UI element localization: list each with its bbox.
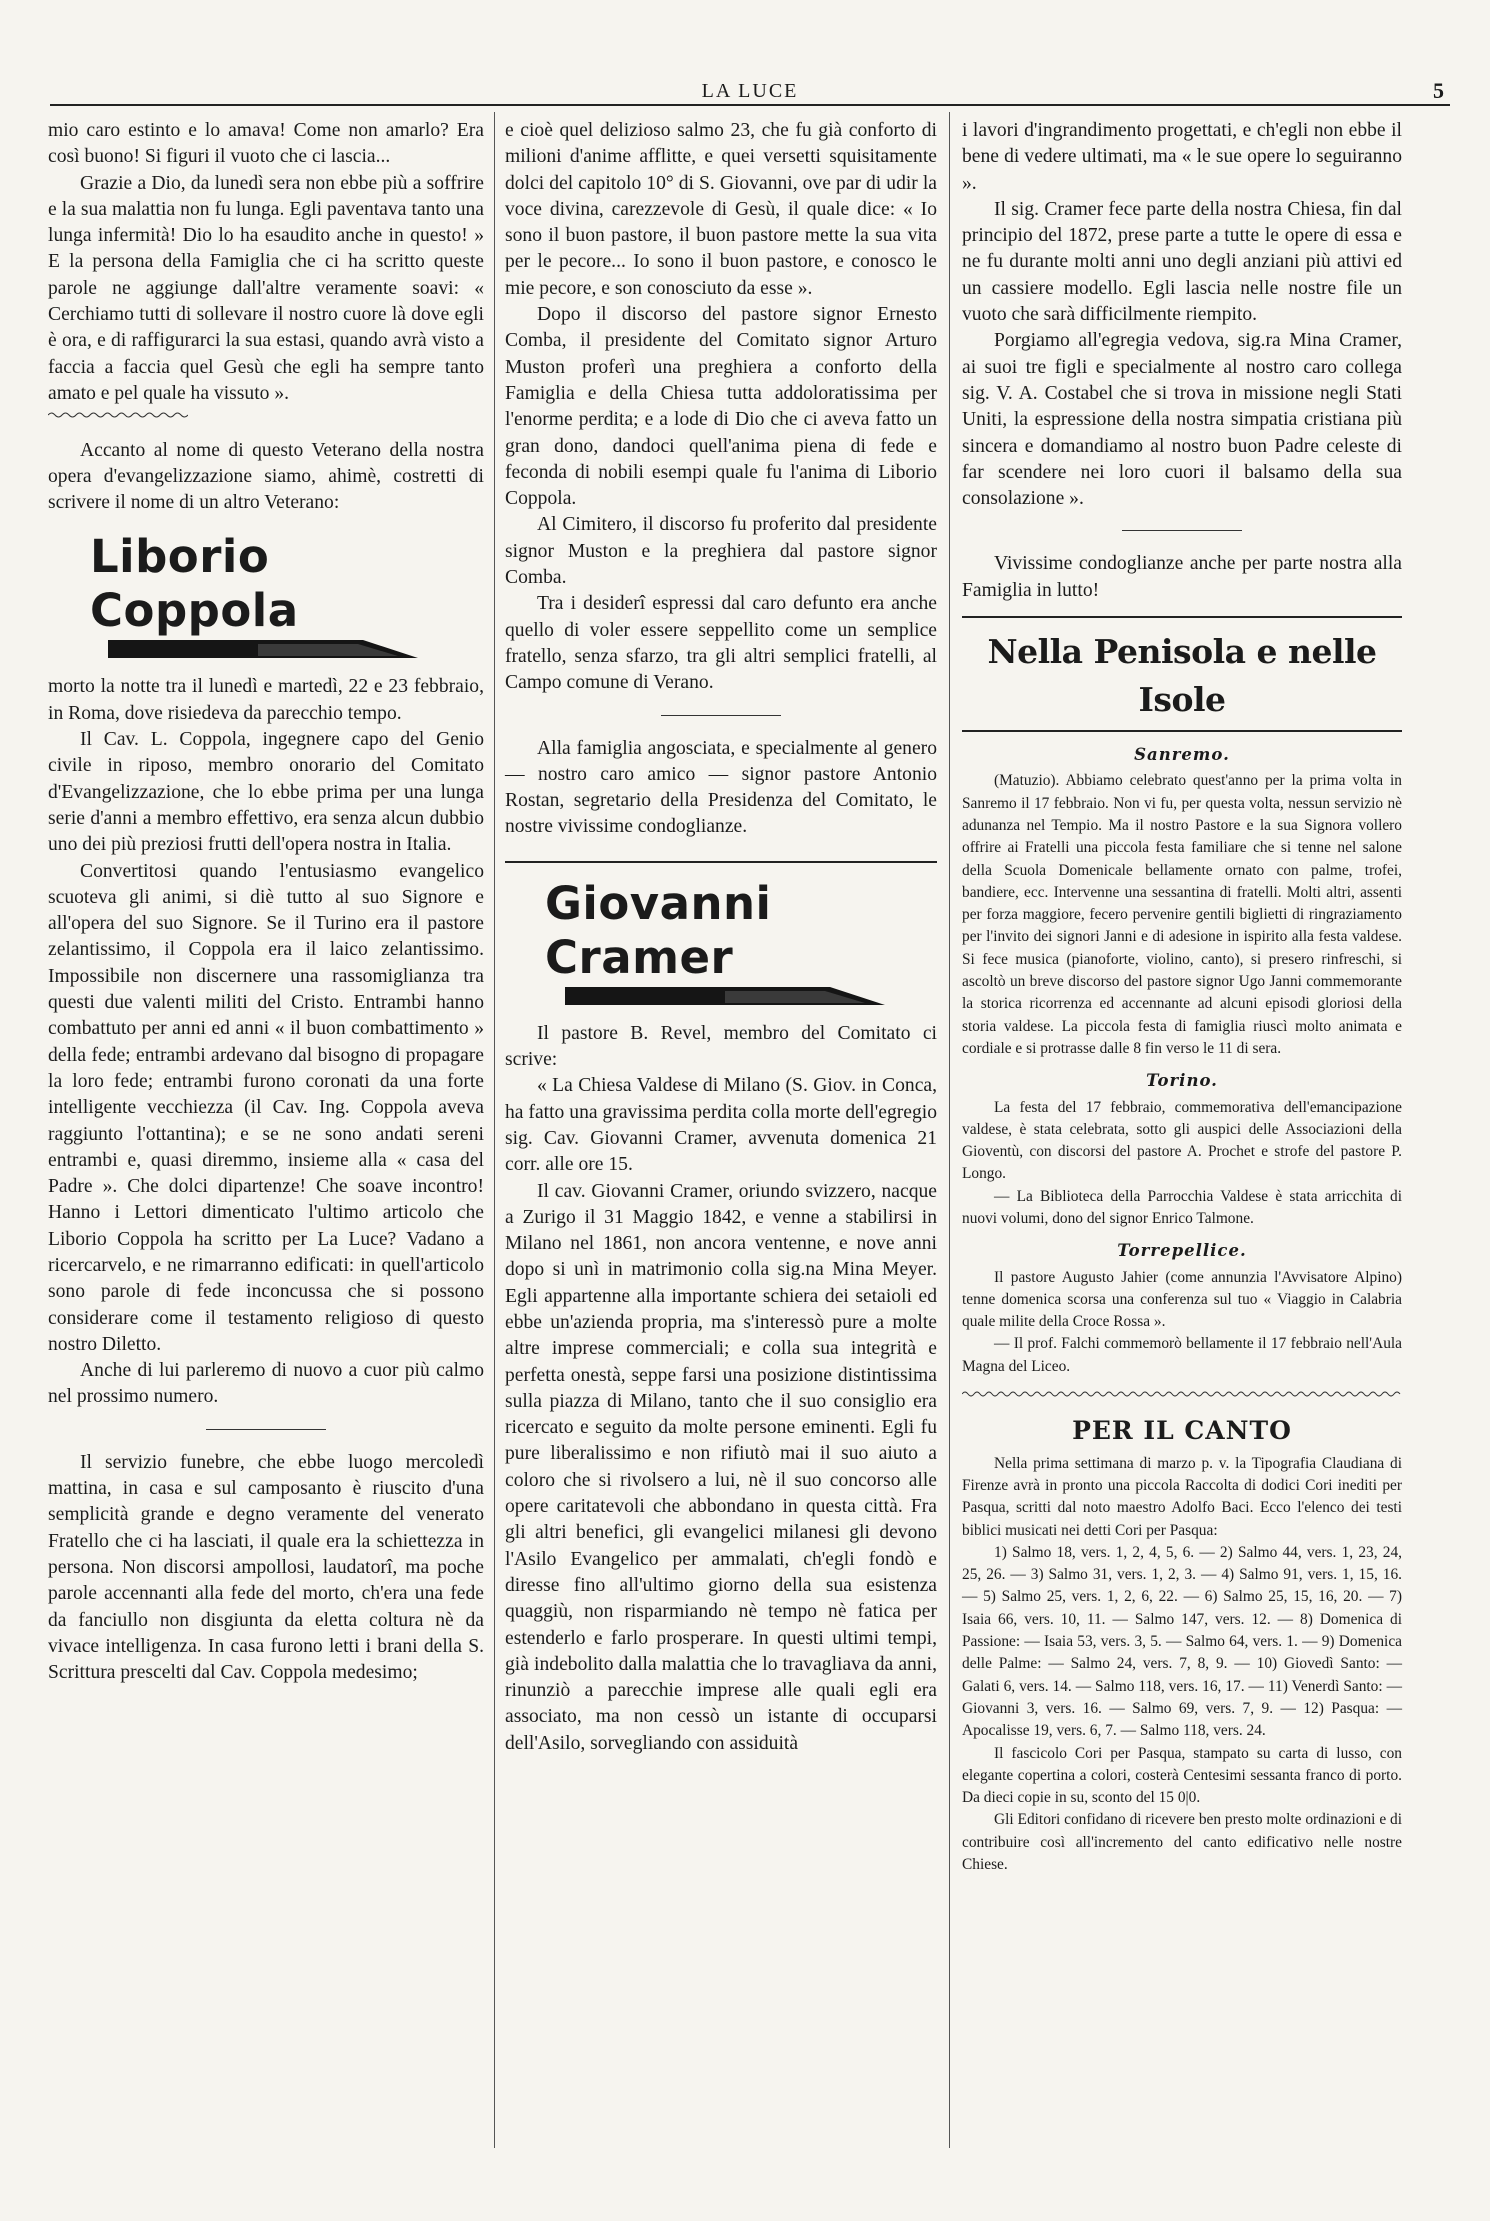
heading-wedge-ornament xyxy=(108,638,418,660)
canto-heading: PER IL CANTO xyxy=(1072,1416,1292,1446)
article-paragraph: Dopo il discorso del pastore signor Ernesto Comba, il presidente del Comitato signor Arturo Muston proferì una preghiera a conforto della Famiglia e della Chiesa tutta addoloratissima per l'enorme perdita; e a lode di Dio che ci aveva fatto un gran dono, dandoci quell'anima piena di fede e feconda di nobili esempi quale fu l'anima di Liborio Coppola. xyxy=(505,304,937,510)
news-place-sanremo: Sanremo. xyxy=(1134,745,1230,765)
section-rule xyxy=(1122,530,1242,531)
heading-wedge-ornament xyxy=(565,985,885,1007)
article-paragraph: Il cav. Giovanni Cramer, oriundo svizzero, nacque a Zurigo il 31 Maggio 1842, e venne a stabilirsi in Milano nel 1861, non ancora ventenne, e nove anni dopo si unì in matrimonio colla sig.na Mina Meyer. Egli appartenne alla importante schiera dei setaioli ed ebbe un'azienda propria, ma s'interessò pure a molte altre imprese commerciali; e colla sua integrità e perfetta onestà, seppe farsi una posizione distintissima sulla piazza di Milano, tanto che il suo consiglio era ricercato e seguito da molte persone eminenti. Egli fu pure liberalissimo e non rifiutò mai il suo aiuto a coloro che si rivolsero a lui, nè il suo concorso alle opere caritatevoli che abbondano in questa città. Fra gli altri benefici, gli evangelici milanesi gli devono l'Asilo Evangelico per ammalati, ch'egli fondò e diresse fino all'ultimo giorno della sua esistenza quaggiù, non risparmiando nè tempo nè fatica per estenderlo e farlo prosperare. In questi ultimi tempi, già indebolito dalla malattia che lo travagliava da anni, rinunziò a parecchie imprese alle quali egli era associato, ma non cessò un istante di occuparsi dell'Asilo, sorvegliando con assiduità xyxy=(505,1180,937,1754)
news-section-heading: Nella Penisola e nelle Isole xyxy=(987,632,1377,720)
article-paragraph: Convertitosi quando l'entusiasmo evangelico scuoteva gli animi, si diè tutto al suo Signore e all'opera del suo Signore. Se il Turino era il pastore zelantissimo, il Coppola era il laico zelantissimo. Impossibile non discernere una rassomiglianza tra questi due valenti militi del Cristo. Entrambi hanno combattuto per anni ed anni « il buon combattimento » della fede; entrambi ardevano dal bisogno di propagare la loro fede; entrambi furono coronati da una forte intelligente vecchiezza (il Cav. Ing. Coppola aveva raggiunto l'ottantina); e se ne sono andati sereni entrambi e, quasi diremmo, insieme alla « casa del Padre ». Che dolci dipartenze! Che soave incontro! Hanno i Lettori dimenticato l'ultimo articolo che Liborio Coppola ha scritto per La Luce? Vadano a ricercarvelo, e ne rimarranno edificati: in quell'articolo sono parole di fede inconcussa che si possono considerare come il testamento religioso di questo nostro Diletto. xyxy=(48,860,484,1355)
page-header xyxy=(50,78,1450,106)
section-rule xyxy=(962,616,1402,618)
section-rule xyxy=(962,730,1402,732)
news-paragraph: Il fascicolo Cori per Pasqua, stampato su carta di lusso, con elegante copertina a colori, costerà Centesimi sessanta franco di porto. Da dieci copie in su, sconto del 15 0|0. xyxy=(962,1744,1402,1807)
article-paragraph: morto la notte tra il lunedì e martedì, 22 e 23 febbraio, in Roma, dove risiedeva da parecchio tempo. xyxy=(48,676,484,724)
article-paragraph: Vivissime condoglianze anche per parte nostra alla Famiglia in lutto! xyxy=(962,553,1402,601)
news-place-torino: Torino. xyxy=(1146,1071,1218,1091)
column-divider-2 xyxy=(949,112,950,2148)
news-paragraph: — Il prof. Falchi commemorò bellamente il 17 febbraio nell'Aula Magna del Liceo. xyxy=(962,1335,1402,1375)
header-rule xyxy=(50,104,1450,106)
obituary-heading-cramer: Giovanni Cramer xyxy=(545,876,772,984)
news-paragraph: (Matuzio). Abbiamo celebrato quest'anno per la prima volta in Sanremo il 17 febbraio. Non vi fu, per questa volta, nessun servizio nè adunanza nel Tempio. Ma il nostro Pastore e la sua Signora vollero offrire ai Fratelli una piccola festa familiare che si tenne nel salone della Scuola Domenicale bellamente ornato con palme, trofei, bandiere, ecc. Intervenne una sessantina di fratelli. Molti altri, assenti per forza maggiore, fecero pervenire gentili biglietti di ringraziamento per l'invito dei signori Janni e di adesione in ispirito alla festa valdese. Si fece musica (pianoforte, violino, canto), si presero rinfreschi, si ascoltò un breve discorso del pastore signor Ugo Janni commemorante la storica ricorrenza ed accennante ad alcuni episodi gloriosi della storia valdese. La piccola festa di famiglia riuscì molto animata e cordiale e si protrasse dalle 8 fin verso le 11 di sera. xyxy=(962,772,1402,1057)
article-paragraph: Il sig. Cramer fece parte della nostra Chiesa, fin dal principio del 1872, prese parte a tutte le opere di essa e ne fu durante molti anni uno degli anziani più attivi ed un cassiere modello. Egli lascia nelle nostre file un vuoto che sarà difficilmente riempito. xyxy=(962,198,1402,326)
column-3 xyxy=(962,118,1402,1876)
news-place-torrepellice: Torrepellice. xyxy=(1117,1241,1247,1261)
wavy-divider xyxy=(962,1390,1402,1398)
news-paragraph: Il pastore Augusto Jahier (come annunzia l'Avvisatore Alpino) tenne domenica scorsa una conferenza sul tuo « Viaggio in Calabria quale milite della Croce Rossa ». xyxy=(962,1268,1402,1331)
news-paragraph: La festa del 17 febbraio, commemorativa dell'emancipazione valdese, è stata celebrata, sotto gli auspici delle Associazioni della Gioventù, con discorsi del pastore A. Prochet e strofe del pastore P. Longo. xyxy=(962,1098,1402,1183)
article-paragraph: Il Cav. L. Coppola, ingegnere capo del Genio civile in riposo, membro onorario del Comitato d'Evangelizzazione, che lo ebbe prima per una lunga serie d'anni a membro effettivo, era senza alcun dubbio uno dei più preziosi frutti dell'opera nostra in Italia. xyxy=(48,729,484,856)
article-paragraph: e cioè quel delizioso salmo 23, che fu già conforto di milioni d'anime afflitte, e quei versetti squisitamente dolci del capitolo 10° di S. Giovanni, ove par di udir la voce divina, carezzevole di Gesù, il quale dice: « Io sono il buon pastore, il buon pastore mette la sua vita per le pecore... Io sono il buon pastore, e conosco le mie pecore, e son conosciuto da esse ». xyxy=(505,120,937,299)
article-paragraph: Anche di lui parleremo di nuovo a cuor più calmo nel prossimo numero. xyxy=(48,1360,484,1408)
section-rule xyxy=(505,861,937,863)
news-paragraph: — La Biblioteca della Parrocchia Valdese è stata arricchita di nuovi volumi, dono del signor Enrico Talmone. xyxy=(962,1187,1402,1227)
section-rule xyxy=(206,1429,326,1430)
news-paragraph: Gli Editori confidano di ricevere ben presto molte ordinazioni e di contribuire così all'incremento del canto edificativo nelle nostre Chiese. xyxy=(962,1811,1402,1873)
obituary-heading-coppola: Liborio Coppola xyxy=(90,530,299,638)
section-rule xyxy=(661,715,781,716)
squiggle-divider xyxy=(48,411,188,419)
article-paragraph: Alla famiglia angosciata, e specialmente al genero — nostro caro amico — signor pastore Antonio Rostan, segretario della Presidenza del Comitato, le nostre vivissime condoglianze. xyxy=(505,737,937,838)
article-paragraph: Il servizio funebre, che ebbe luogo mercoledì mattina, in casa e sul camposanto è riuscito d'una semplicità grande e degno veramente del venerato Fratello che ci ha lasciati, il quale era la schiettezza in persona. Non discorsi ampollosi, laudatorî, ma poche parole accennanti alla fede del morto, ch'era una fede da fanciullo non disgiunta da eletta coltura nè da vivace intelligenza. In casa furono letti i brani della S. Scrittura prescelti dal Cav. Coppola medesimo; xyxy=(48,1451,484,1684)
article-paragraph: mio caro estinto e lo amava! Come non amarlo? Era così buono! Si figuri il vuoto che ci lascia... xyxy=(48,120,484,168)
column-1 xyxy=(48,118,484,1686)
article-paragraph: « La Chiesa Valdese di Milano (S. Giov. in Conca, ha fatto una gravissima perdita colla morte dell'egregio sig. Cav. Giovanni Cramer, avvenuta domenica 21 corr. alle ore 15. xyxy=(505,1075,937,1176)
article-paragraph: Il pastore B. Revel, membro del Comitato ci scrive: xyxy=(505,1022,937,1071)
article-paragraph: i lavori d'ingrandimento progettati, e ch'egli non ebbe il bene di vedere ultimati, ma « le sue opere lo seguiranno ». xyxy=(962,120,1402,194)
article-paragraph: Tra i desiderî espressi dal caro defunto era anche quello di voler essere seppellito come un semplice fratello, senza sfarzo, tra gli altri semplici fratelli, al Campo comune di Verano. xyxy=(505,593,937,694)
column-2 xyxy=(505,118,937,1757)
article-paragraph: Porgiamo all'egregia vedova, sig.ra Mina Cramer, ai suoi tre figli e specialmente al nostro caro collega sig. V. A. Costabel che si trova in missione negli Stati Uniti, la espressione della nostra simpatia cristiana più sincera e domandiamo al nostro buon Padre celeste di far scendere nei loro cuori il balsamo della sua consolazione ». xyxy=(962,330,1402,510)
newspaper-title: LA LUCE xyxy=(701,80,799,102)
column-divider-1 xyxy=(494,112,495,2148)
article-paragraph: Al Cimitero, il discorso fu proferito dal presidente signor Muston e la preghiera dal pastore signor Comba. xyxy=(505,514,937,589)
news-paragraph: Nella prima settimana di marzo p. v. la Tipografia Claudiana di Firenze avrà in pronto una piccola Raccolta di dodici Cori inediti per Pasqua, scritti dal noto maestro Adolfo Baci. Ecco l'elenco dei testi biblici musicati nei detti Cori per Pasqua: xyxy=(962,1454,1402,1539)
article-paragraph: Accanto al nome di questo Veterano della nostra opera d'evangelizzazione siamo, ahimè, costretti di scrivere il nome di un altro Veterano: xyxy=(48,439,484,514)
page-number: 5 xyxy=(1433,78,1444,103)
news-paragraph: 1) Salmo 18, vers. 1, 2, 4, 5, 6. — 2) Salmo 44, vers. 1, 23, 24, 25, 26. — 3) Salmo 31, vers. 1, 2, 3. — 4) Salmo 91, vers. 1, 15, 16. — 5) Salmo 25, vers. 1, 2, 6, 22. — 6) Salmo 25, 15, 16, 20. — 7) Isaia 66, vers. 10, 11. — Salmo 147, vers. 12. — 8) Domenica di Passione: — Isaia 53, vers. 3, 5. — Salmo 64, vers. 1. — 9) Domenica delle Palme: — Salmo 24, vers. 7, 8, 9. — 10) Giovedì Santo: — Galati 6, vers. 14. — Salmo 118, vers. 16, 17. — 11) Venerdì Santo: — Giovanni 3, vers. 16. — Salmo 69, vers. 7, 9. — 12) Pasqua: — Apocalisse 19, vers. 6, 7. — Salmo 118, vers. 24. xyxy=(962,1543,1402,1740)
article-paragraph: Grazie a Dio, da lunedì sera non ebbe più a soffrire e la sua malattia non fu lunga. Egli paventava tanto una lunga infermità! Dio lo ha esaudito anche in questo! » E la persona della Famiglia che ci ha scritto queste parole ne aggiunge dall'altre veramente soavi: « Cerchiamo tutti di sollevare il nostro cuore là dove egli è ora, e di raffigurarci la sua estasi, quando avrà visto a faccia a faccia quel Gesù che egli ha sempre tanto amato e pel quale ha vissuto ». xyxy=(48,172,484,404)
